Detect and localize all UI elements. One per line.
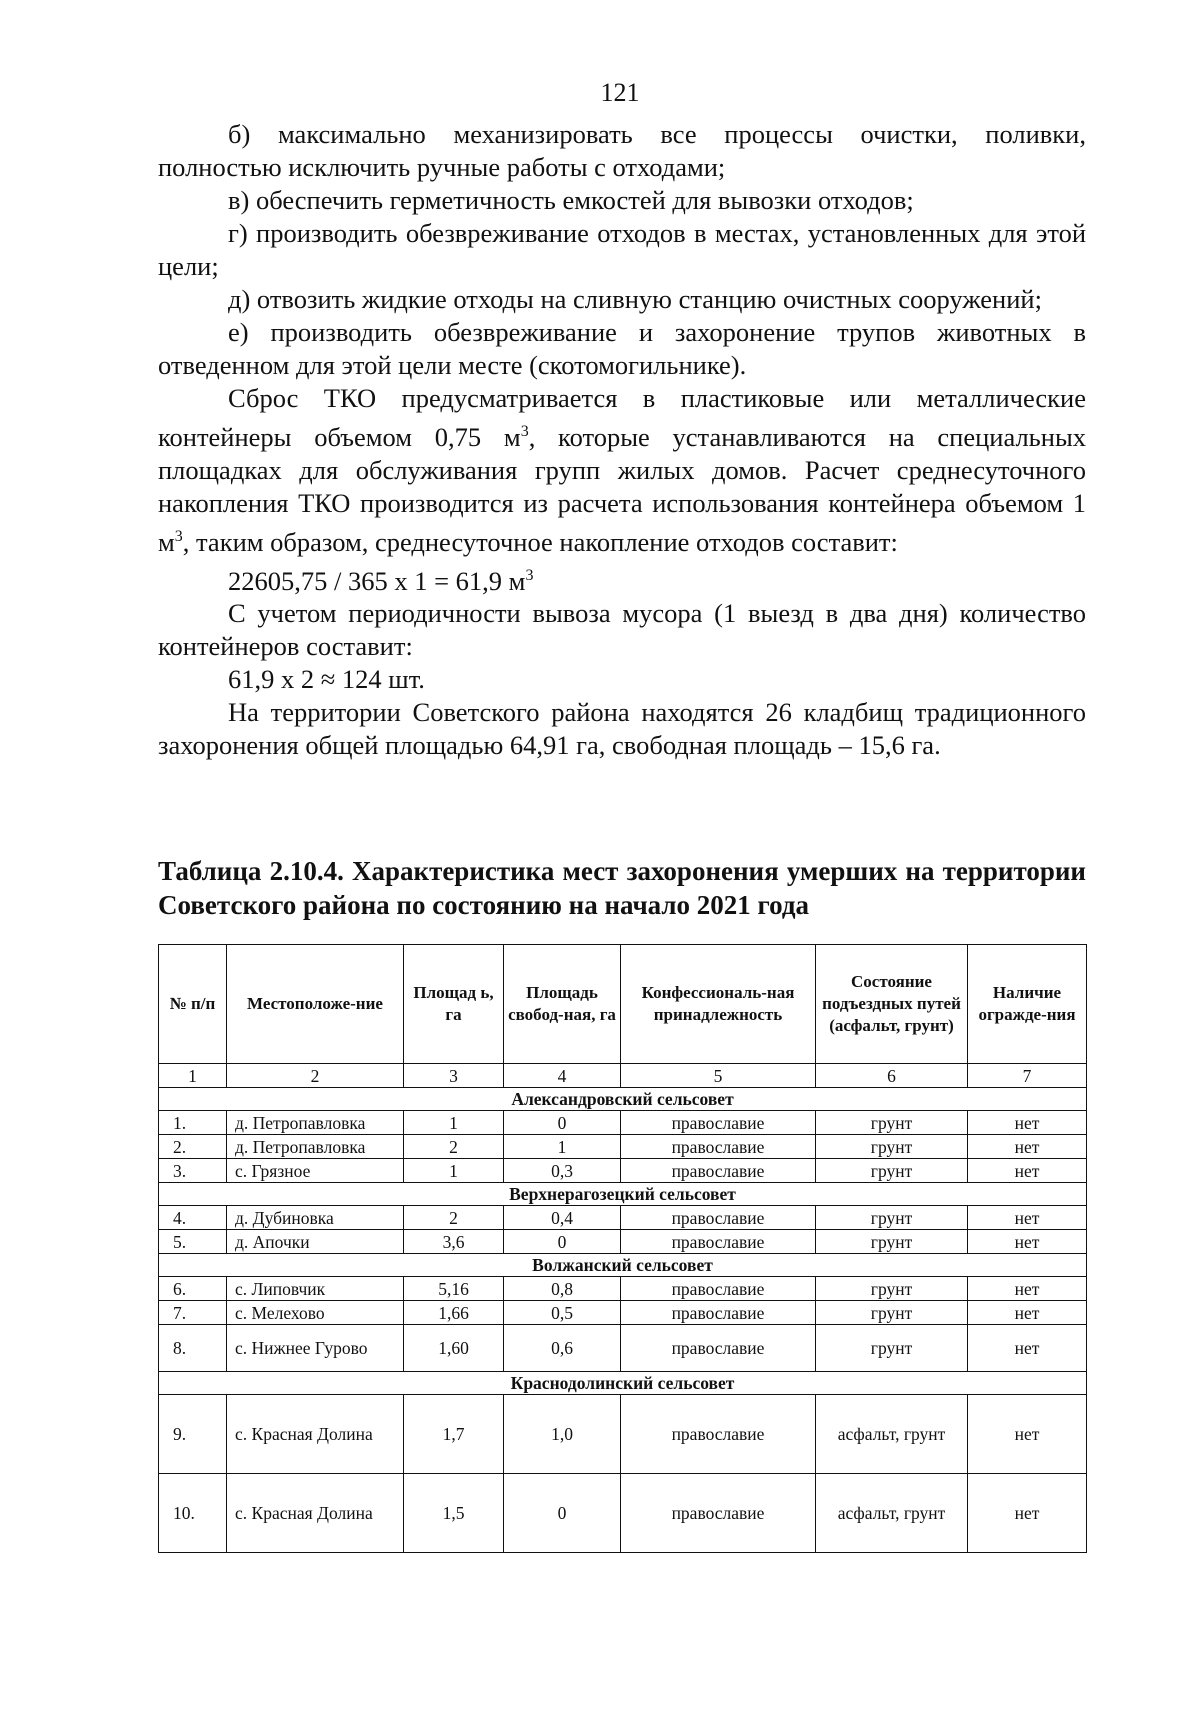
row-number: 10. bbox=[159, 1474, 227, 1553]
tko-text-b: , которые устанавливаются на специальных площадках для обслуживания групп жилых домов. Расчет среднесуточного накопления ТКО производится из расчета использования контейнера объемом 1 м bbox=[158, 421, 1086, 557]
row-location: с. Красная Долина bbox=[227, 1395, 404, 1474]
row-location: д. Петропавловка bbox=[227, 1135, 404, 1159]
row-fence: нет bbox=[968, 1474, 1087, 1553]
column-number: 5 bbox=[621, 1064, 816, 1088]
group-name: Верхнерагозецкий сельсовет bbox=[159, 1183, 1087, 1206]
table-row bbox=[159, 1135, 1087, 1159]
row-free-area: 0 bbox=[504, 1111, 621, 1135]
table-caption: Таблица 2.10.4. Характеристика мест захоронения умерших на территории Советского района по состоянию на начало 2021 года bbox=[158, 856, 1086, 920]
group-name: Александровский сельсовет bbox=[159, 1088, 1087, 1111]
row-fence: нет bbox=[968, 1395, 1087, 1474]
table-row bbox=[159, 1325, 1087, 1372]
row-confession: православие bbox=[621, 1325, 816, 1372]
row-confession: православие bbox=[621, 1159, 816, 1183]
row-roads: грунт bbox=[816, 1111, 968, 1135]
header-number: № п/п bbox=[159, 945, 227, 1064]
header-area: Площад ь, га bbox=[404, 945, 504, 1064]
row-location: с. Липовчик bbox=[227, 1277, 404, 1301]
row-free-area: 0,8 bbox=[504, 1277, 621, 1301]
row-number: 6. bbox=[159, 1277, 227, 1301]
row-confession: православие bbox=[621, 1111, 816, 1135]
row-number: 2. bbox=[159, 1135, 227, 1159]
tko-text-c: , таким образом, среднесуточное накопление отходов составит: bbox=[182, 526, 898, 557]
paragraph-periodicity: С учетом периодичности вывоза мусора (1 выезд в два дня) количество контейнеров составит: bbox=[158, 598, 1086, 662]
paragraph-d: д) отвозить жидкие отходы на сливную станцию очистных сооружений; bbox=[228, 284, 1042, 314]
row-roads: грунт bbox=[816, 1325, 968, 1372]
column-number: 7 bbox=[968, 1064, 1087, 1088]
row-free-area: 0,5 bbox=[504, 1301, 621, 1325]
row-area: 1 bbox=[404, 1159, 504, 1183]
row-roads: грунт bbox=[816, 1206, 968, 1230]
row-number: 1. bbox=[159, 1111, 227, 1135]
row-area: 1,5 bbox=[404, 1474, 504, 1553]
group-row bbox=[159, 1372, 1087, 1395]
row-area: 2 bbox=[404, 1135, 504, 1159]
table-row bbox=[159, 1230, 1087, 1254]
row-location: д. Петропавловка bbox=[227, 1111, 404, 1135]
row-roads: грунт bbox=[816, 1301, 968, 1325]
row-area: 1 bbox=[404, 1111, 504, 1135]
row-location: с. Мелехово bbox=[227, 1301, 404, 1325]
tko-text-a: Сброс ТКО предусматривается в пластиковые или металлические контейнеры объемом 0,75 м bbox=[158, 383, 1086, 452]
row-location: д. Апочки bbox=[227, 1230, 404, 1254]
burial-sites-table bbox=[158, 944, 1087, 1553]
row-number: 5. bbox=[159, 1230, 227, 1254]
row-location: с. Красная Долина bbox=[227, 1474, 404, 1553]
header-roads: Состояние подъездных путей (асфальт, грунт) bbox=[816, 945, 968, 1064]
row-location: с. Грязное bbox=[227, 1159, 404, 1183]
table-row bbox=[159, 1111, 1087, 1135]
header-confession: Конфессиональ-ная принадлежность bbox=[621, 945, 816, 1064]
table-row bbox=[159, 1206, 1087, 1230]
row-number: 8. bbox=[159, 1325, 227, 1372]
row-confession: православие bbox=[621, 1474, 816, 1553]
table-header-row bbox=[159, 945, 1087, 1064]
row-confession: православие bbox=[621, 1206, 816, 1230]
header-fence: Наличие огражде-ния bbox=[968, 945, 1087, 1064]
table-row bbox=[159, 1159, 1087, 1183]
row-confession: православие bbox=[621, 1230, 816, 1254]
paragraph-g: г) производить обезвреживание отходов в местах, установленных для этой цели; bbox=[158, 218, 1086, 281]
table-row bbox=[159, 1395, 1087, 1474]
column-number: 4 bbox=[504, 1064, 621, 1088]
row-confession: православие bbox=[621, 1135, 816, 1159]
paragraph-tko bbox=[158, 382, 1086, 559]
row-fence: нет bbox=[968, 1159, 1087, 1183]
row-roads: асфальт, грунт bbox=[816, 1395, 968, 1474]
formula-containers: 61,9 х 2 ≈ 124 шт. bbox=[228, 664, 425, 695]
row-fence: нет bbox=[968, 1325, 1087, 1372]
row-free-area: 0 bbox=[504, 1230, 621, 1254]
row-fence: нет bbox=[968, 1277, 1087, 1301]
formula-daily-sup: 3 bbox=[525, 566, 534, 584]
row-confession: православие bbox=[621, 1301, 816, 1325]
row-number: 3. bbox=[159, 1159, 227, 1183]
paragraph-cemeteries: На территории Советского района находятся 26 кладбищ традиционного захоронения общей площадью 64,91 га, свободная площадь – 15,6 га. bbox=[158, 697, 1086, 761]
row-number: 4. bbox=[159, 1206, 227, 1230]
row-area: 1,66 bbox=[404, 1301, 504, 1325]
row-free-area: 1 bbox=[504, 1135, 621, 1159]
row-fence: нет bbox=[968, 1111, 1087, 1135]
column-number: 3 bbox=[404, 1064, 504, 1088]
row-roads: грунт bbox=[816, 1230, 968, 1254]
paragraph-b: б) максимально механизировать все процессы очистки, поливки, полностью исключить ручные работы с отходами; bbox=[158, 119, 1086, 182]
row-area: 5,16 bbox=[404, 1277, 504, 1301]
body-text bbox=[158, 118, 1086, 762]
row-fence: нет bbox=[968, 1301, 1087, 1325]
row-area: 2 bbox=[404, 1206, 504, 1230]
paragraph-v: в) обеспечить герметичность емкостей для вывозки отходов; bbox=[228, 185, 914, 215]
row-number: 9. bbox=[159, 1395, 227, 1474]
header-free-area: Площадь свобод-ная, га bbox=[504, 945, 621, 1064]
tko-sup-2: 3 bbox=[174, 527, 183, 545]
group-row bbox=[159, 1088, 1087, 1111]
row-roads: грунт bbox=[816, 1159, 968, 1183]
row-fence: нет bbox=[968, 1230, 1087, 1254]
row-area: 1,60 bbox=[404, 1325, 504, 1372]
row-roads: асфальт, грунт bbox=[816, 1474, 968, 1553]
column-number: 6 bbox=[816, 1064, 968, 1088]
row-free-area: 0,3 bbox=[504, 1159, 621, 1183]
page-number: 121 bbox=[600, 78, 640, 107]
row-roads: грунт bbox=[816, 1135, 968, 1159]
row-free-area: 0 bbox=[504, 1474, 621, 1553]
row-fence: нет bbox=[968, 1206, 1087, 1230]
row-roads: грунт bbox=[816, 1277, 968, 1301]
row-free-area: 0,4 bbox=[504, 1206, 621, 1230]
header-location: Местоположе-ние bbox=[227, 945, 404, 1064]
group-name: Краснодолинский сельсовет bbox=[159, 1372, 1087, 1395]
table-body bbox=[159, 1064, 1087, 1553]
row-location: с. Нижнее Гурово bbox=[227, 1325, 404, 1372]
group-row bbox=[159, 1183, 1087, 1206]
row-confession: православие bbox=[621, 1277, 816, 1301]
group-row bbox=[159, 1254, 1087, 1277]
row-free-area: 0,6 bbox=[504, 1325, 621, 1372]
formula-daily-text: 22605,75 / 365 х 1 = 61,9 м bbox=[228, 565, 526, 596]
table-row bbox=[159, 1301, 1087, 1325]
formula-daily bbox=[158, 559, 1086, 598]
group-name: Волжанский сельсовет bbox=[159, 1254, 1087, 1277]
column-number: 2 bbox=[227, 1064, 404, 1088]
table-row bbox=[159, 1277, 1087, 1301]
row-area: 1,7 bbox=[404, 1395, 504, 1474]
table-row bbox=[159, 1474, 1087, 1553]
row-free-area: 1,0 bbox=[504, 1395, 621, 1474]
tko-sup-1: 3 bbox=[520, 423, 529, 440]
row-confession: православие bbox=[621, 1395, 816, 1474]
row-fence: нет bbox=[968, 1135, 1087, 1159]
paragraph-e: е) производить обезвреживание и захоронение трупов животных в отведенном для этой цели месте (скотомогильнике). bbox=[158, 317, 1086, 380]
row-location: д. Дубиновка bbox=[227, 1206, 404, 1230]
column-number-row bbox=[159, 1064, 1087, 1088]
column-number: 1 bbox=[159, 1064, 227, 1088]
row-area: 3,6 bbox=[404, 1230, 504, 1254]
row-number: 7. bbox=[159, 1301, 227, 1325]
